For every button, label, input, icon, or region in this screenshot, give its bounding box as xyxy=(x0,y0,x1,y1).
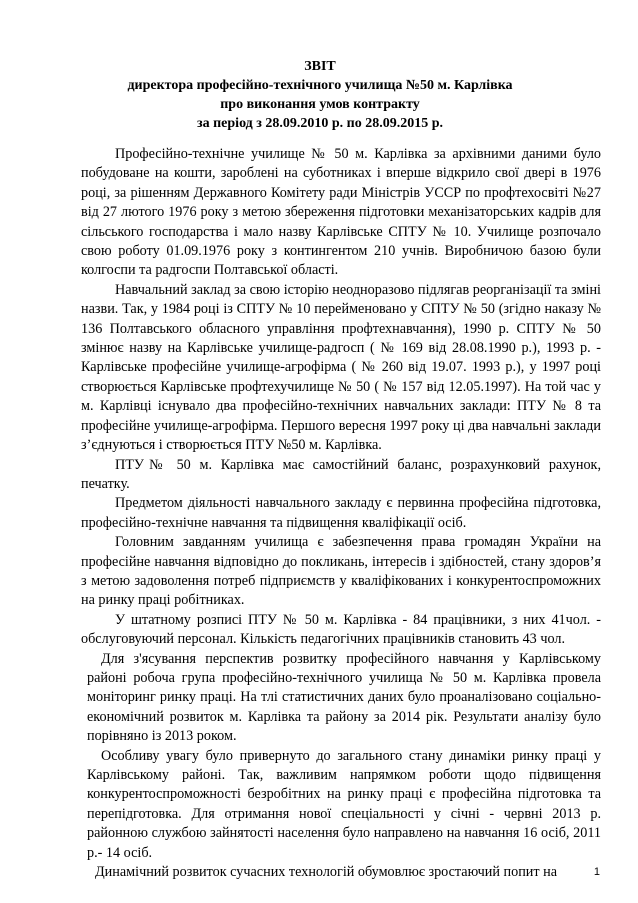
report-subtitle-contract: про виконання умов контракту xyxy=(220,97,420,112)
report-body xyxy=(81,145,601,882)
paragraph-staff: У штатному розписі ПТУ № 50 м. Карлівка - 84 працівники, з них 41чол. - обслуговуючий персонал. Кількість педагогічних працівників становить 43 чол. xyxy=(81,611,601,648)
paragraph-history: Професійно-технічне училище № 50 м. Карлівка за архівними даними було побудоване на кошти, зароблені на суботниках і вперше відкрило свої двері в 1976 році, за рішенням Державного Комітету ради Міністрів УССР по профтехосвіті №27 від 27 лютого 1976 року з метою збереження підготовки механізаторських кадрів для сільського господарства і мало назву Карлівське СПТУ № 10. Училище розпочало свою роботу 01.09.1976 року з контингентом 210 учнів. Виробничою базою були колгоспи та радгоспи Полтавської області. xyxy=(81,146,601,279)
paragraph-technology: Динамічний розвиток сучасних технологій обумовлює зростаючий попит на xyxy=(95,864,558,881)
paragraph-activity-subject: Предметом діяльності навчального закладу є первинна професійна підготовка, професійно-технічне навчання та підвищення кваліфікації осіб. xyxy=(81,495,601,531)
paragraph-labor-market: Особливу увагу було привернуто до загального стану динаміки ринку праці у Карлівському районі. Так, важливим напрямком роботи щодо підвищення конкурентоспроможності безробітних на ринку праці є професійна підготовка та перепідготовка. Для отримання нової спеціальності у січні - червні 2013 р. районною службою зайнятості населення було направлено на навчання 16 осіб, 2011 р.- 14 осіб. xyxy=(87,747,601,861)
report-subtitle-director: директора професійно-технічного училища №50 м. Карлівка xyxy=(127,78,513,93)
report-subtitle-period: за період з 28.09.2010 р. по 28.09.2015 р. xyxy=(196,116,444,131)
paragraph-monitoring: Для з'ясування перспектив розвитку професійного навчання у Карлівському районі робоча група професійно-технічного училища № 50 м. Карлівка провела моніторинг ринку праці. На тлі статистичних даних було проаналізовано соціально-економічний розвиток м. Карлівка та району за 2014 рік. Результати аналізу було порівняно із 2013 роком. xyxy=(87,650,601,745)
paragraph-balance: ПТУ№ 50 м. Карлівка має самостійний баланс, розрахунковий рахунок, печатку. xyxy=(81,456,601,492)
report-title: ЗВІТ xyxy=(304,59,336,74)
page-number: 1 xyxy=(593,866,600,878)
report-heading xyxy=(80,57,560,133)
paragraph-reorganization: Навчальний заклад за свою історію неодноразово підлягав реорганізації та зміні назви. Так, у 1984 році із СПТУ № 10 перейменовано у СПТУ № 50 (згідно наказу № 136 Полтавського обласного управління профтехнавчання), 1990 р. СПТУ № 50 змінює назву на Карлівське училище-радгосп ( № 169 від 28.08.1990 р.), 1993 р. - Карлівське професійне училище-агрофірма ( № 260 від 19.07. 1993 р.), у 1997 році створюється Карлівське профтехучилище № 50 ( № 157 від 12.05.1997). На той час у м. Карлівці існувало два професійно-технічних навчальних заклади: ПТУ № 8 та професійне училище-агрофірма. Першого вересня 1997 року ці два навчальні заклади з’єднуються і створюється ПТУ №50 м. Карлівка. xyxy=(81,281,601,454)
paragraph-main-task: Головним завданням училища є забезпечення права громадян України на професійне навчання відповідно до покликань, інтересів і здібностей, стану здоров’я з метою задоволення потреб підприємств у кваліфікованих і конкурентоспроможних на ринку праці робітниках. xyxy=(81,534,601,609)
